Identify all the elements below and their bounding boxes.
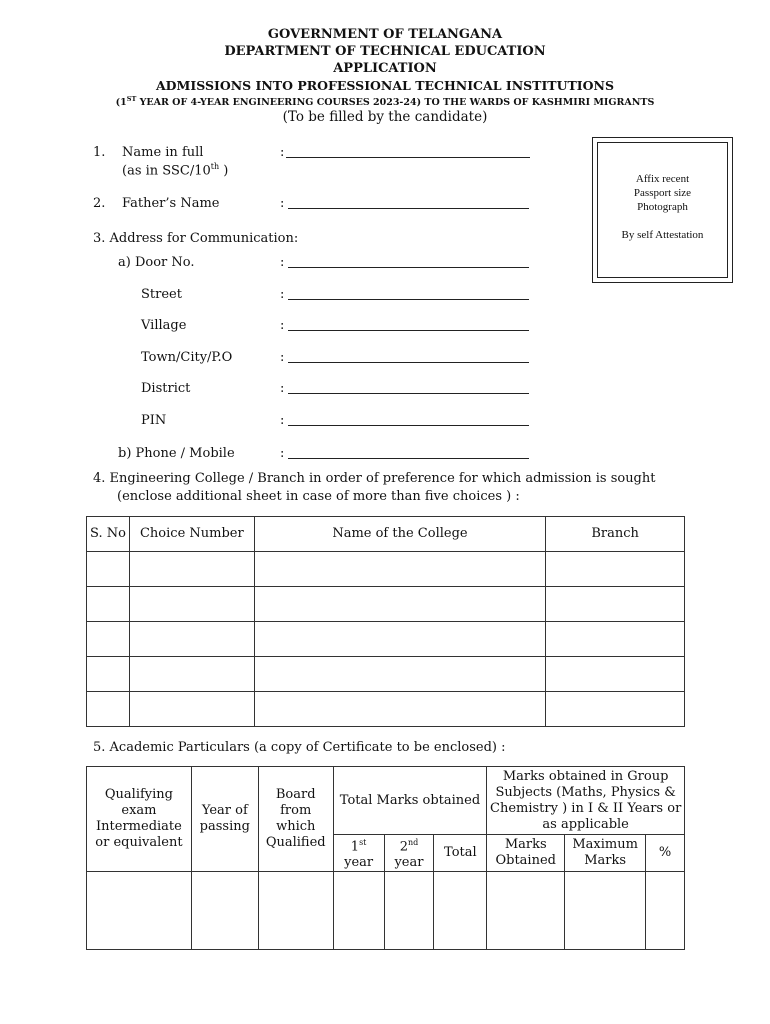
pin-label: PIN: [141, 413, 167, 428]
door-label: a) Door No.: [118, 255, 195, 270]
photo-box-inner-border: [597, 142, 728, 278]
table-cell[interactable]: [87, 872, 192, 950]
street-colon: :: [280, 287, 285, 302]
col-first-year: 1st year: [333, 835, 384, 872]
name-sublabel: (as in SSC/10th ): [122, 162, 229, 179]
name-input-line[interactable]: [286, 157, 530, 158]
table-cell[interactable]: [129, 587, 254, 622]
table-cell[interactable]: [646, 872, 685, 950]
preferences-heading: 4. Engineering College / Branch in order of preference for which admission is sought: [93, 471, 656, 486]
table-cell[interactable]: [258, 872, 333, 950]
table-row: [87, 622, 685, 657]
photo-size-text: Passport size: [633, 187, 692, 199]
name-number: 1.: [93, 145, 106, 160]
col-qualifying-exam: Qualifying exam Intermediate or equivalent: [87, 767, 192, 872]
street-input-line[interactable]: [288, 299, 529, 300]
table-cell[interactable]: [87, 587, 130, 622]
col-choice-number: Choice Number: [129, 517, 254, 552]
col-second-year: 2nd year: [384, 835, 434, 872]
table-cell[interactable]: [546, 692, 685, 727]
header-application: APPLICATION: [333, 61, 437, 76]
table-cell[interactable]: [87, 622, 130, 657]
photo-box: [592, 137, 733, 283]
father-label: Father’s Name: [122, 196, 220, 211]
town-input-line[interactable]: [288, 362, 529, 363]
phone-input-line[interactable]: [288, 458, 529, 459]
table-cell[interactable]: [254, 657, 545, 692]
photo-photograph-text: Photograph: [637, 201, 688, 213]
table-cell[interactable]: [384, 872, 434, 950]
father-input-line[interactable]: [288, 208, 529, 209]
col-percent: %: [646, 835, 685, 872]
father-colon: :: [280, 196, 285, 211]
name-label: Name in full: [122, 145, 204, 160]
table-cell[interactable]: [87, 657, 130, 692]
table-cell[interactable]: [565, 872, 646, 950]
col-maximum-marks: Maximum Marks: [565, 835, 646, 872]
col-group-subjects: Marks obtained in Group Subjects (Maths, Physics & Chemistry ) in I & II Years or as applicable: [487, 767, 685, 835]
header-department: DEPARTMENT OF TECHNICAL EDUCATION: [224, 44, 546, 59]
preferences-table: [86, 516, 685, 727]
academic-heading: 5. Academic Particulars (a copy of Certificate to be enclosed) :: [93, 740, 506, 755]
table-cell[interactable]: [87, 552, 130, 587]
table-row: [87, 657, 685, 692]
col-marks-obtained: Marks Obtained: [487, 835, 565, 872]
header-instruction: (To be filled by the candidate): [282, 109, 488, 125]
district-label: District: [141, 381, 191, 396]
village-label: Village: [141, 318, 187, 333]
table-row: [87, 552, 685, 587]
pin-colon: :: [280, 413, 285, 428]
district-colon: :: [280, 381, 285, 396]
table-cell[interactable]: [129, 657, 254, 692]
col-total-marks: Total Marks obtained: [333, 767, 487, 835]
table-cell[interactable]: [254, 622, 545, 657]
col-total: Total: [434, 835, 487, 872]
town-label: Town/City/P.O: [141, 350, 233, 365]
table-cell[interactable]: [546, 657, 685, 692]
photo-attestation-text: By self Attestation: [621, 229, 704, 241]
village-input-line[interactable]: [288, 330, 529, 331]
village-colon: :: [280, 318, 285, 333]
table-cell[interactable]: [254, 552, 545, 587]
preferences-header-row: [87, 517, 685, 552]
academic-table: [86, 766, 685, 950]
header-admissions: ADMISSIONS INTO PROFESSIONAL TECHNICAL INSTITUTIONS: [155, 78, 614, 93]
father-number: 2.: [93, 196, 106, 211]
address-heading: 3. Address for Communication:: [93, 231, 299, 246]
table-cell[interactable]: [87, 692, 130, 727]
table-cell[interactable]: [487, 872, 565, 950]
table-cell[interactable]: [254, 587, 545, 622]
table-row: [87, 872, 685, 950]
table-cell[interactable]: [546, 622, 685, 657]
name-colon: :: [280, 145, 285, 160]
preferences-subheading: (enclose additional sheet in case of more than five choices ) :: [117, 489, 520, 504]
col-sno: S. No: [87, 517, 130, 552]
col-college-name: Name of the College: [254, 517, 545, 552]
phone-label: b) Phone / Mobile: [118, 446, 235, 461]
phone-colon: :: [280, 446, 285, 461]
col-board: Board from which Qualified: [258, 767, 333, 872]
table-cell[interactable]: [434, 872, 487, 950]
academic-header-row: [87, 767, 685, 835]
table-cell[interactable]: [254, 692, 545, 727]
table-cell[interactable]: [546, 552, 685, 587]
table-cell[interactable]: [546, 587, 685, 622]
town-colon: :: [280, 350, 285, 365]
table-row: [87, 587, 685, 622]
header-course-info: (1ST YEAR OF 4-YEAR ENGINEERING COURSES 2023-24) TO THE WARDS OF KASHMIRI MIGRANTS: [115, 95, 655, 109]
pin-input-line[interactable]: [288, 425, 529, 426]
table-cell[interactable]: [129, 692, 254, 727]
table-cell[interactable]: [191, 872, 258, 950]
col-year-of-passing: Year of passing: [191, 767, 258, 872]
photo-affix-text: Affix recent: [635, 173, 690, 185]
col-branch: Branch: [546, 517, 685, 552]
district-input-line[interactable]: [288, 393, 529, 394]
table-cell[interactable]: [129, 552, 254, 587]
table-row: [87, 692, 685, 727]
table-cell[interactable]: [333, 872, 384, 950]
header-government: GOVERNMENT OF TELANGANA: [267, 27, 503, 42]
table-cell[interactable]: [129, 622, 254, 657]
street-label: Street: [141, 287, 182, 302]
door-colon: :: [280, 255, 285, 270]
door-input-line[interactable]: [288, 267, 529, 268]
